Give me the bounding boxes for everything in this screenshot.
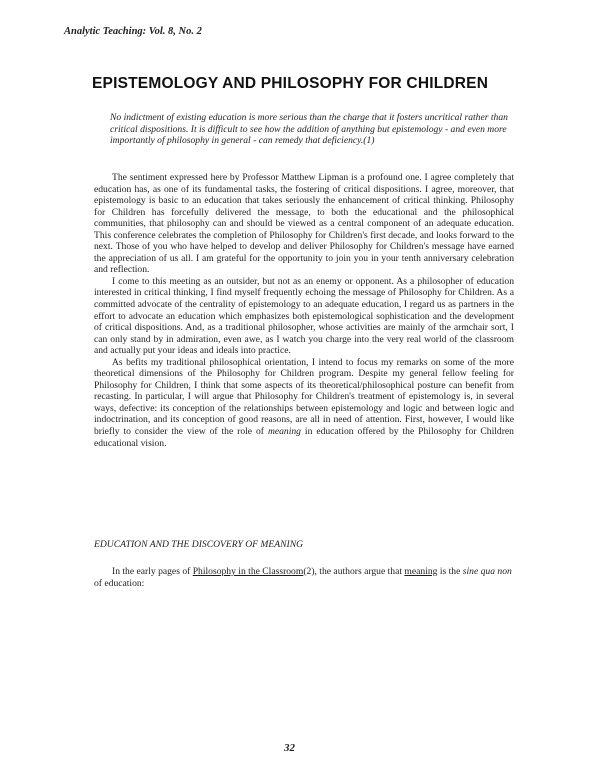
- article-title: EPISTEMOLOGY AND PHILOSOPHY FOR CHILDREN: [92, 75, 489, 92]
- epigraph-quote: No indictment of existing education is more serious than the charge that it fosters uncritical rather than critical dispositions. It is difficult to see how the addition of anything but epistemology - and even more importantly of philosophy in general - can remedy that deficiency.(1): [110, 112, 508, 147]
- latin-phrase: sine qua non: [462, 566, 512, 577]
- meaning-emphasis: meaning: [267, 426, 301, 438]
- last-para-is: is the: [437, 566, 463, 577]
- last-para-prefix: In the early pages of: [112, 566, 193, 577]
- last-para-middle: (2), the authors argue that: [303, 566, 405, 577]
- book-title-reference: Philosophy in the Classroom: [192, 566, 304, 577]
- body-paragraph-4: [94, 566, 514, 589]
- section-heading: EDUCATION AND THE DISCOVERY OF MEANING: [94, 539, 304, 550]
- closing-paragraph-block: [94, 566, 514, 589]
- last-para-end: of education:: [94, 577, 145, 589]
- running-head: Analytic Teaching: Vol. 8, No. 2: [64, 26, 202, 37]
- page-number: 32: [284, 742, 295, 754]
- paragraph-3-text-b: in education offered by the Philosophy for Children educational vision.: [94, 426, 514, 449]
- body-paragraph-1: The sentiment expressed here by Professor Matthew Lipman is a profound one. I agree completely that education has, as one of its fundamental tasks, the fostering of critical dispositions. I agree, moreover, that epistemology is basic to an education that takes seriously the enhancement of critical thinking. Philosophy for Children has forcefully delivered the message, to both the educational and the philosophical communities, that philosophy can and should be viewed as a central component of an adequate education. This conference celebrates the completion of Philosophy for Children's first decade, and looks forward to the next. Those of you who have helped to develop and deliver Philosophy for Children's message have earned the appreciation of us all. I am grateful for the opportunity to join you in your tenth anniversary celebration and reflection.: [94, 172, 514, 276]
- article-body: [94, 172, 514, 449]
- body-paragraph-3: [94, 357, 514, 449]
- body-paragraph-2: I come to this meeting as an outsider, but not as an enemy or opponent. As a philosopher of education interested in critical thinking, I find myself frequently echoing the message of Philosophy for Children. As a committed advocate of the centrality of epistemology to an adequate education, I regard us as partners in the effort to advocate an education which emphasizes both epistemological sophistication and the development of critical dispositions. And, as a traditional philosopher, whose activities are mainly of the armchair sort, I can only stand by in admiration, even awe, as I watch you charge into the very real world of the classroom and actually put your ideas and ideals into practice.: [94, 275, 514, 357]
- paragraph-3-text-a: As befits my traditional philosophical orientation, I intend to focus my remarks on some of the more theoretical dimensions of the Philosophy for Children program. Despite my general fellow feeling for Philosophy for Children, I think that some aspects of its theoretical/philosophical posture can benefit from recasting. In particular, I will argue that Philosophy for Children's treatment of epistemology is, in several ways, defective: its conception of the relationships between epistemology and logic and between logic and indoctrination, and its conception of good reasons, are all in need of attention. First, however, I would like briefly to consider the view of the role of: [94, 356, 514, 438]
- meaning-term: meaning: [404, 566, 438, 577]
